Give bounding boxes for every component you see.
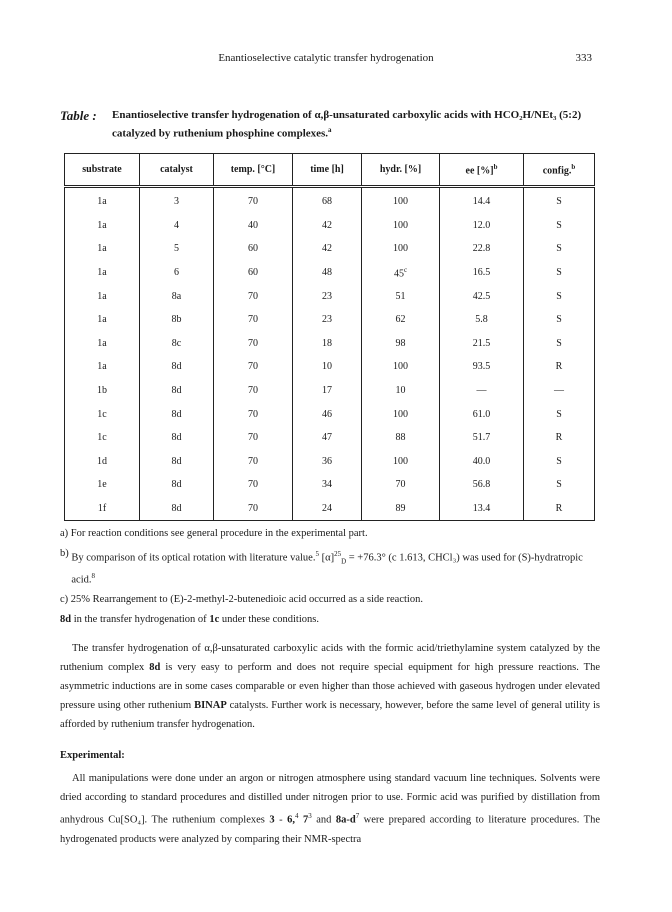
cell-ee: [440, 237, 524, 261]
cell-value: 98: [395, 337, 406, 349]
cell-hydr: [362, 187, 440, 214]
cell-value: S: [556, 455, 562, 467]
cell-value: 8d: [171, 503, 182, 515]
results-table: [64, 153, 595, 521]
cell-hydr: [362, 308, 440, 332]
cell-value: 5.8: [475, 314, 488, 326]
cell-value: 60: [248, 243, 258, 255]
cell-catalyst: [140, 402, 214, 426]
cell-config: [524, 402, 595, 426]
text-span: All manipulations were done under an argon or nitrogen atmosphere using standard vacuum line techniques. Solvents were dried according to standard procedures and distilled under nitrogen prior to use. Formic acid was purified by distillation from anhydrous Cu[SO₄]. The ruthenium complexes: [60, 773, 600, 826]
cell-substrate: [65, 355, 140, 379]
table-row: [65, 284, 595, 308]
cell-config: [524, 308, 595, 332]
cell-value: 23: [322, 290, 332, 302]
cell-ee: [440, 214, 524, 238]
cell-config: [524, 261, 595, 285]
table-row: [65, 237, 595, 261]
footnote-b-temp: 25: [334, 550, 342, 558]
table-row: [65, 308, 595, 332]
cell-value: 70: [248, 479, 258, 491]
cell-value: 47: [322, 432, 332, 444]
cell-config: [524, 332, 595, 356]
results-table-wrapper: [64, 153, 594, 521]
cell-hydr: [362, 473, 440, 497]
cell-hydr: [362, 426, 440, 450]
cell-temp: [214, 450, 293, 474]
text-span: and: [311, 814, 336, 826]
cell-ee: [440, 355, 524, 379]
catalyst-ref: 8d: [60, 614, 72, 625]
section-heading: Experimental:: [60, 750, 125, 761]
cell-value: 1a: [97, 267, 107, 279]
cell-value: 10: [322, 361, 332, 373]
cell-value: 70: [248, 196, 258, 208]
cell-hydr: [362, 450, 440, 474]
cell-temp: [214, 308, 293, 332]
cell-value: S: [556, 267, 562, 279]
cell-time: [293, 426, 362, 450]
cell-value: S: [556, 219, 562, 231]
reference-marker: 7: [355, 812, 360, 820]
cell-value: 4: [174, 219, 179, 231]
cell-value: 36: [322, 455, 332, 467]
cell-config: [524, 450, 595, 474]
cell-hydr: [362, 214, 440, 238]
cell-value: 1b: [97, 385, 107, 397]
cell-value: 70: [248, 361, 258, 373]
cell-value: 12.0: [472, 219, 491, 231]
cell-catalyst: [140, 237, 214, 261]
cell-catalyst: [140, 187, 214, 214]
header-label: temp. [°C]: [230, 164, 276, 175]
cell-value: 42: [322, 219, 332, 231]
table-body: [65, 187, 595, 521]
cell-substrate: [65, 473, 140, 497]
cell-hydr: [362, 284, 440, 308]
cell-value: 10: [395, 385, 406, 397]
cell-hydr: [362, 497, 440, 521]
text-span: The transfer hydrogenation of α,β-unsaturated carboxylic acids with the formic acid/triethylamine system catalyzed by the ruthenium complex: [60, 643, 600, 673]
cell-value: 70: [248, 337, 258, 349]
paragraph-summary: [60, 639, 600, 734]
footnote-b-text-3: = +76.3° (c 1.613, CHCl₃) was used for (S)-hydratropic acid.: [71, 552, 583, 586]
substrate-ref: 1c: [209, 614, 220, 625]
cell-value: 51: [395, 290, 406, 302]
cell-value: S: [556, 337, 562, 349]
cell-value: 14.4: [472, 196, 491, 208]
cell-value: 6: [174, 267, 179, 279]
cell-catalyst: [140, 497, 214, 521]
cell-time: [293, 497, 362, 521]
cell-value: 18: [322, 337, 332, 349]
cell-value: 100: [393, 219, 408, 231]
cell-value: 3: [174, 196, 179, 208]
cell-ee: [440, 426, 524, 450]
footnote-b-label: b): [60, 548, 69, 559]
cell-value: 1a: [97, 219, 107, 231]
cell-value: 21.5: [472, 337, 491, 349]
cell-ee: [440, 187, 524, 214]
complex-ref: 7: [298, 814, 309, 826]
cell-value: R: [555, 432, 563, 444]
cell-temp: [214, 473, 293, 497]
cell-ee: [440, 450, 524, 474]
header-catalyst: [140, 154, 214, 187]
header-label: catalyst: [160, 164, 193, 175]
cell-substrate: [65, 214, 140, 238]
table-row: [65, 214, 595, 238]
cell-ee: [440, 379, 524, 403]
cell-config: [524, 214, 595, 238]
table-header-row: [65, 154, 595, 187]
cell-value: 17: [322, 385, 332, 397]
cell-substrate: [65, 261, 140, 285]
footnote-c: c) 25% Rearrangement to (E)-2-methyl-2-butenedioic acid occurred as a side reaction.: [60, 594, 423, 606]
header-label: substrate: [82, 164, 122, 175]
running-head: [60, 52, 592, 64]
text-span: -: [274, 814, 288, 826]
body-text: [60, 610, 600, 849]
cell-value: S: [556, 408, 562, 420]
cell-value: 34: [322, 479, 332, 491]
cell-value: 22.8: [472, 243, 491, 255]
header-label: ee [%]: [465, 165, 494, 177]
cell-value: R: [555, 361, 563, 373]
cell-value: R: [555, 503, 563, 515]
cell-temp: [214, 187, 293, 214]
cell-config: [524, 473, 595, 497]
cell-catalyst: [140, 379, 214, 403]
cell-value: 70: [248, 432, 258, 444]
table-row: [65, 261, 595, 285]
header-label: hydr. [%]: [379, 164, 422, 175]
cell-value: 46: [322, 408, 332, 420]
cell-value: 1e: [97, 479, 107, 491]
cell-value: 8d: [171, 408, 182, 420]
cell-value: 1c: [97, 432, 107, 444]
caption-text: Enantioselective transfer hydrogenation of α,β-unsaturated carboxylic acids with HCO₂H/NEt₃ (5:2) catalyzed by ruthenium phosphine complexes.: [112, 109, 582, 140]
cell-substrate: [65, 426, 140, 450]
cell-value: 70: [248, 503, 258, 515]
cell-value: 13.4: [472, 503, 491, 515]
cell-catalyst: [140, 332, 214, 356]
page-number: 333: [575, 52, 592, 64]
cell-catalyst: [140, 284, 214, 308]
cell-time: [293, 402, 362, 426]
cell-time: [293, 237, 362, 261]
cell-value: 100: [393, 243, 408, 255]
cell-value: 8d: [171, 455, 182, 467]
cell-value: 40.0: [472, 455, 491, 467]
cell-temp: [214, 355, 293, 379]
cell-value: 60: [248, 267, 258, 279]
cell-temp: [214, 497, 293, 521]
catalyst-ref: 8d: [149, 662, 161, 673]
reference-marker: 4: [294, 812, 299, 820]
table-row: [65, 355, 595, 379]
cell-temp: [214, 426, 293, 450]
cell-ee: [440, 332, 524, 356]
header-config: [524, 154, 595, 187]
paragraph-continuation: [60, 610, 600, 629]
footnote-b-d-line: D: [341, 557, 347, 566]
cell-time: [293, 284, 362, 308]
cell-value: 1f: [97, 503, 107, 515]
cell-substrate: [65, 402, 140, 426]
cell-time: [293, 473, 362, 497]
cell-value: 62: [395, 314, 406, 326]
cell-value: S: [556, 479, 562, 491]
cell-value: 51.7: [472, 432, 491, 444]
text-span: in the transfer hydrogenation of: [71, 614, 210, 625]
cell-value: 24: [322, 503, 332, 515]
cell-value: 1c: [97, 408, 107, 420]
cell-value: 8d: [171, 385, 182, 397]
cell-value: S: [556, 290, 562, 302]
caption-footnote-marker: a: [328, 126, 332, 134]
text-span: catalysts. Further work is necessary, however, before the same level of general utility is afforded by ruthenium transfer hydrogenation.: [60, 700, 600, 730]
cell-ee: [440, 261, 524, 285]
header-time: [293, 154, 362, 187]
cell-footnote-marker: c: [403, 265, 408, 274]
cell-value: —: [554, 385, 564, 397]
header-substrate: [65, 154, 140, 187]
cell-value: 23: [322, 314, 332, 326]
table-row: [65, 332, 595, 356]
cell-catalyst: [140, 450, 214, 474]
cell-value: 1d: [97, 455, 107, 467]
cell-ee: [440, 497, 524, 521]
cell-value: 1a: [97, 314, 107, 326]
cell-time: [293, 355, 362, 379]
cell-value: 8a: [171, 290, 182, 302]
complex-ref: 3: [269, 814, 275, 826]
cell-config: [524, 379, 595, 403]
ligand-ref: BINAP: [194, 700, 227, 711]
header-footnote-marker: b: [493, 162, 498, 171]
cell-hydr: [362, 261, 440, 285]
cell-temp: [214, 237, 293, 261]
cell-value: 1a: [97, 196, 107, 208]
footnote-b-rotation: [α]: [321, 552, 335, 564]
cell-catalyst: [140, 426, 214, 450]
cell-time: [293, 450, 362, 474]
cell-value: 1a: [97, 337, 107, 349]
cell-substrate: [65, 379, 140, 403]
cell-temp: [214, 284, 293, 308]
cell-catalyst: [140, 355, 214, 379]
cell-ee: [440, 473, 524, 497]
cell-value: 93.5: [472, 361, 491, 373]
cell-substrate: [65, 332, 140, 356]
table-row: [65, 187, 595, 214]
cell-ee: [440, 402, 524, 426]
cell-hydr: [362, 379, 440, 403]
cell-temp: [214, 261, 293, 285]
cell-hydr: [362, 355, 440, 379]
reference-marker: 3: [308, 812, 312, 820]
cell-value: 8d: [171, 432, 182, 444]
cell-substrate: [65, 237, 140, 261]
cell-substrate: [65, 450, 140, 474]
header-footnote-marker: b: [571, 162, 576, 171]
cell-value: —: [476, 385, 487, 397]
cell-value: 100: [393, 455, 408, 467]
cell-config: [524, 426, 595, 450]
cell-value: 42: [322, 243, 332, 255]
cell-time: [293, 379, 362, 403]
table-row: [65, 402, 595, 426]
cell-substrate: [65, 187, 140, 214]
running-title: Enantioselective catalytic transfer hydrogenation: [218, 52, 434, 64]
cell-value: 1a: [97, 290, 107, 302]
cell-value: 70: [248, 385, 258, 397]
table-caption: [60, 108, 600, 142]
cell-temp: [214, 379, 293, 403]
cell-value: 100: [393, 408, 408, 420]
cell-value: 70: [248, 314, 258, 326]
cell-substrate: [65, 284, 140, 308]
cell-value: 5: [174, 243, 179, 255]
text-span: were prepared according to literature procedures. The hydrogenated products were analyzed by comparing their NMR-spectra: [60, 814, 601, 845]
cell-substrate: [65, 497, 140, 521]
cell-config: [524, 284, 595, 308]
cell-value: 70: [248, 455, 258, 467]
footnote-b-ref: 5: [315, 550, 319, 558]
cell-time: [293, 308, 362, 332]
cell-value: 88: [395, 432, 406, 444]
cell-value: 8b: [171, 314, 182, 326]
cell-value: 48: [322, 267, 332, 279]
footnote-a: a) For reaction conditions see general procedure in the experimental part.: [60, 528, 368, 539]
cell-config: [524, 237, 595, 261]
cell-hydr: [362, 237, 440, 261]
table-footnotes: [60, 527, 600, 613]
cell-value: 68: [322, 196, 332, 208]
text-span: is very easy to perform and does not require special equipment for high pressure reactions. The asymmetric inductions are in some cases comparable or even higher than those achieved with gaseous hydrogen under elevated pressure using other ruthenium: [60, 662, 600, 711]
table-row: [65, 450, 595, 474]
cell-value: 1a: [97, 361, 107, 373]
cell-value: 42.5: [472, 290, 491, 302]
header-hydr: [362, 154, 440, 187]
footnote-b-text-1: By comparison of its optical rotation with literature value.: [71, 552, 316, 564]
cell-value: 70: [248, 408, 258, 420]
cell-catalyst: [140, 473, 214, 497]
cell-value: 40: [248, 219, 258, 231]
table-row: [65, 497, 595, 521]
complex-ref: 6,: [287, 814, 295, 826]
cell-value: 1a: [97, 243, 107, 255]
cell-value: 70: [248, 290, 258, 302]
cell-time: [293, 261, 362, 285]
cell-temp: [214, 332, 293, 356]
cell-config: [524, 355, 595, 379]
cell-catalyst: [140, 261, 214, 285]
cell-temp: [214, 402, 293, 426]
cell-ee: [440, 308, 524, 332]
table-label: Table :: [60, 108, 97, 123]
cell-value: 8c: [171, 337, 182, 349]
cell-value: 61.0: [472, 408, 491, 420]
cell-value: 8d: [171, 361, 182, 373]
cell-value: S: [556, 243, 562, 255]
paragraph-experimental: [60, 769, 600, 849]
cell-value: 100: [393, 361, 408, 373]
cell-value: 56.8: [472, 479, 491, 491]
cell-catalyst: [140, 214, 214, 238]
complex-ref: 8a-d: [335, 814, 356, 826]
footnote-b: [60, 547, 600, 587]
cell-hydr: [362, 332, 440, 356]
header-label: config.: [542, 165, 572, 177]
cell-time: [293, 187, 362, 214]
header-temp: [214, 154, 293, 187]
cell-substrate: [65, 308, 140, 332]
cell-temp: [214, 214, 293, 238]
cell-config: [524, 187, 595, 214]
table-row: [65, 426, 595, 450]
cell-catalyst: [140, 308, 214, 332]
cell-value: S: [556, 314, 562, 326]
text-span: under these conditions.: [219, 614, 319, 625]
cell-time: [293, 214, 362, 238]
header-label: time [h]: [310, 164, 344, 175]
cell-ee: [440, 284, 524, 308]
cell-time: [293, 332, 362, 356]
table-row: [65, 379, 595, 403]
cell-value: 100: [393, 196, 408, 208]
cell-config: [524, 497, 595, 521]
cell-value: S: [556, 196, 562, 208]
cell-value: 16.5: [472, 267, 491, 279]
header-ee: [440, 154, 524, 187]
cell-value: 89: [395, 503, 406, 515]
table-row: [65, 473, 595, 497]
cell-value: 8d: [171, 479, 182, 491]
cell-value: 45: [393, 268, 404, 280]
cell-value: 70: [395, 479, 406, 491]
footnote-b-ref2: 8: [91, 571, 95, 580]
cell-hydr: [362, 402, 440, 426]
